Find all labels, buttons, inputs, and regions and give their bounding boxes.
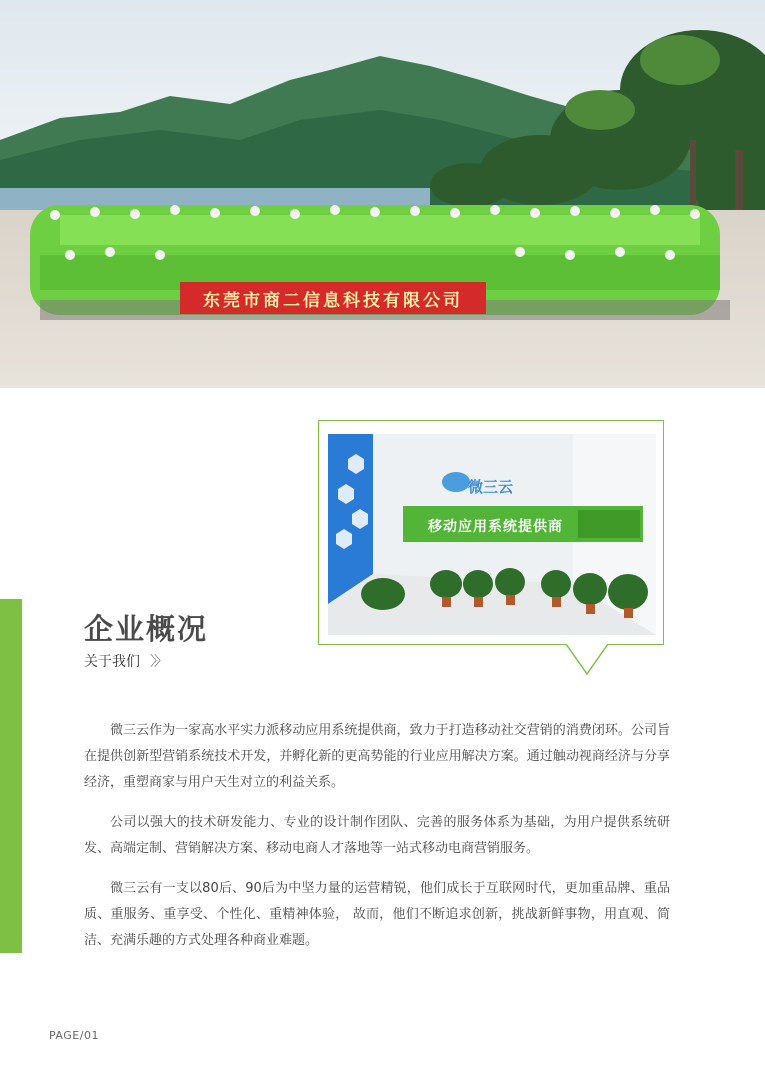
section-title: 企业概况 xyxy=(84,612,209,646)
paragraph: 微三云有一支以80后、90后为中坚力量的运营精锐，他们成长于互联网时代，更加重品牌、重品质、重服务、重享受、个性化、重精神体验， 故而，他们不断追求创新，挑战新鲜事物，用直观、简洁、充满乐趣的方式处理各种商业难题。 xyxy=(84,881,670,948)
paragraph: 微三云作为一家高水平实力派移动应用系统提供商，致力于打造移动社交营销的消费闭环。公司旨在提供创新型营销系统技术开发，并孵化新的更高势能的行业应用解决方案。通过触动视商经济与分享经济，重塑商家与用户天生对立的利益关系。 xyxy=(84,723,670,790)
office-photo xyxy=(328,434,656,635)
double-chevron-right-icon: 〉〉 xyxy=(150,654,165,670)
office-brand-text: 微三云 xyxy=(468,478,514,496)
office-sign-text: 移动应用系统提供商 xyxy=(428,519,563,535)
page-number: PAGE/01 xyxy=(49,1029,99,1042)
paragraph: 公司以强大的技术研发能力、专业的设计制作团队、完善的服务体系为基础，为用户提供系统研发、高端定制、营销解决方案、移动电商人才落地等一站式移动电商营销服务。 xyxy=(84,815,670,856)
banner-text: 东莞市商二信息科技有限公司 xyxy=(203,290,463,311)
body-text xyxy=(84,718,670,968)
frame-pointer xyxy=(566,644,608,676)
office-photo-frame xyxy=(318,420,664,645)
side-accent-bar xyxy=(0,599,22,953)
hero-photo xyxy=(0,0,765,388)
section-subtitle xyxy=(84,651,165,671)
subtitle-text: 关于我们 xyxy=(84,654,140,670)
